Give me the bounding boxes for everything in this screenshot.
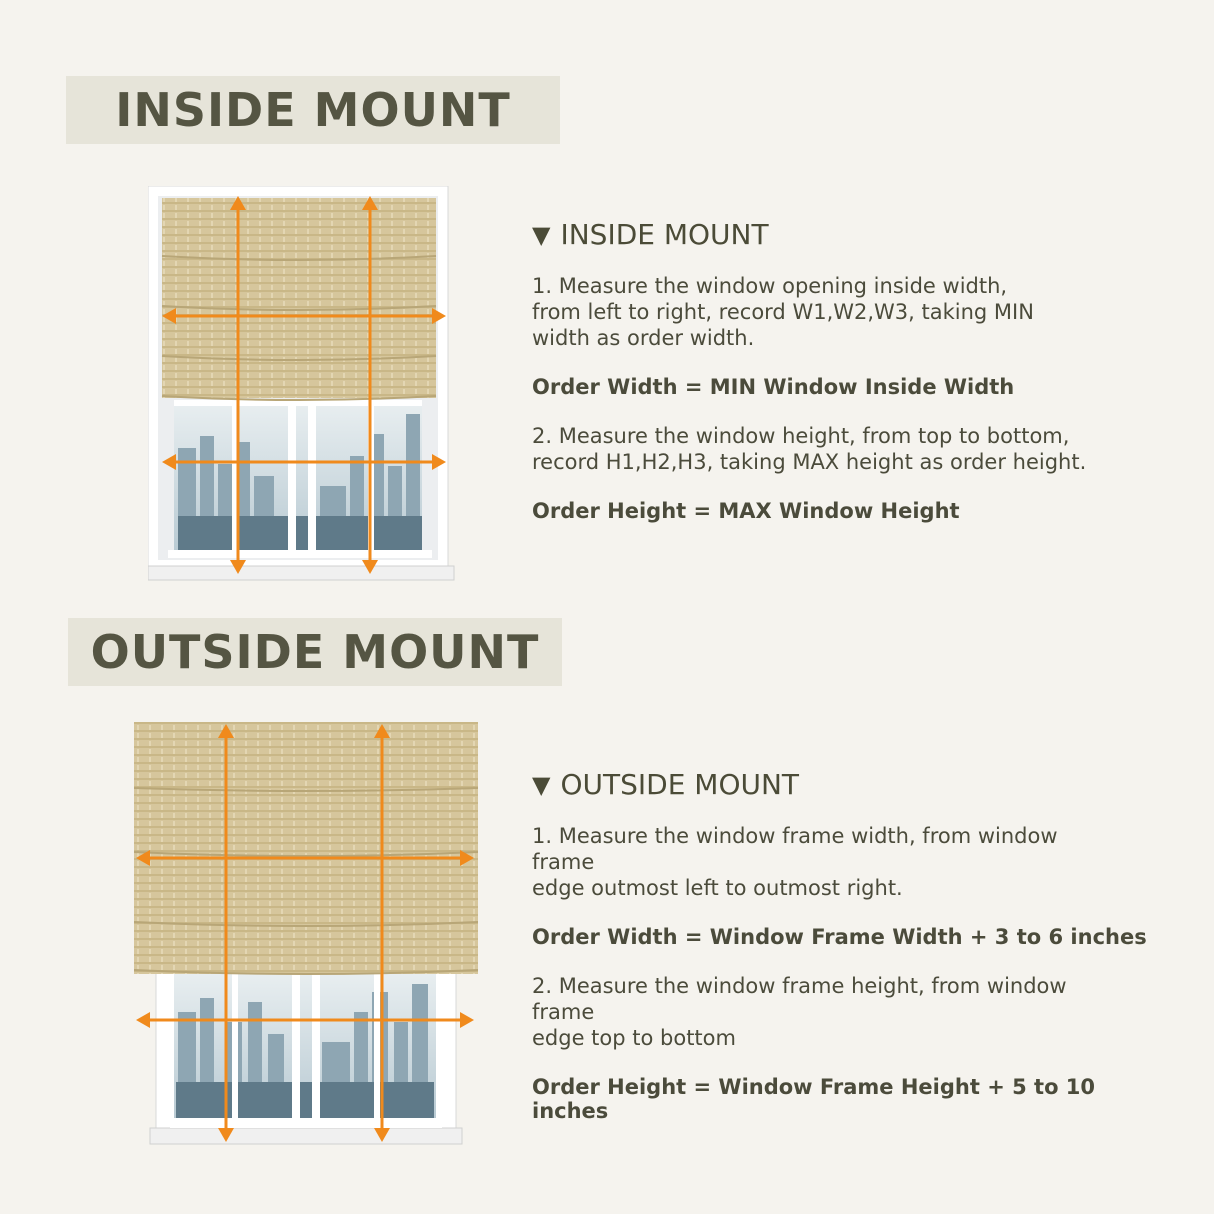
outside-step-1: 1. Measure the window frame width, from window frame edge outmost left to outmost right. xyxy=(532,824,1058,900)
inside-step-1: 1. Measure the window opening inside width, from left to right, record W1,W2,W3, taking MIN width as order width. xyxy=(532,274,1034,350)
outside-order-width: Order Width = Window Frame Width + 3 to 6 inches xyxy=(532,925,1147,949)
inside-mount-banner-title: INSIDE MOUNT xyxy=(115,83,511,137)
inside-order-height: Order Height = MAX Window Height xyxy=(532,499,960,523)
inside-order-width: Order Width = MIN Window Inside Width xyxy=(532,375,1015,399)
inside-mount-heading xyxy=(532,218,1172,251)
inside-mount-heading-text: INSIDE MOUNT xyxy=(560,218,769,251)
inside-mount-banner xyxy=(66,76,560,144)
outside-mount-banner xyxy=(68,618,562,686)
outside-mount-instructions xyxy=(532,768,1172,1147)
outside-step-2: 2. Measure the window frame height, from window frame edge top to bottom xyxy=(532,974,1067,1050)
inside-mount-instructions xyxy=(532,218,1172,547)
inside-step-2: 2. Measure the window height, from top to bottom, record H1,H2,H3, taking MAX height as order height. xyxy=(532,424,1087,474)
outside-order-height: Order Height = Window Frame Height + 5 to 10 inches xyxy=(532,1075,1096,1123)
triangle-down-icon: ▼ xyxy=(532,770,551,799)
outside-mount-illustration xyxy=(134,722,478,1150)
outside-mount-heading-text: OUTSIDE MOUNT xyxy=(560,768,800,801)
triangle-down-icon: ▼ xyxy=(532,220,551,249)
outside-mount-heading xyxy=(532,768,1172,801)
outside-mount-banner-title: OUTSIDE MOUNT xyxy=(90,625,540,679)
inside-mount-illustration xyxy=(148,186,462,594)
